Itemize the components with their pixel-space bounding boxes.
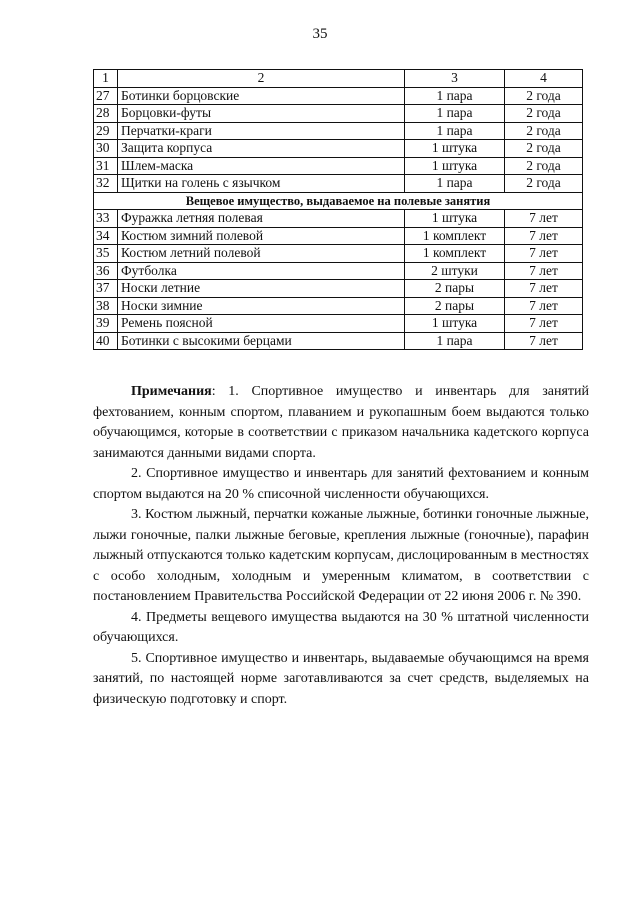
notes-section <box>93 382 589 710</box>
table-row <box>94 262 583 280</box>
note-1-text: : 1. Спортивное имущество и инвентарь для занятий фехтованием, конным спортом, плаванием и рукопашным боем выдаются только обучающимся, которые в соответствии с приказом начальника кадетского корпуса занимаются данными видами спорта. <box>93 384 589 461</box>
note-5: 5. Спортивное имущество и инвентарь, выдаваемые обучающимся на время занятий, по настоящей норме заготавливаются за счет средств, выделяемых на физическую подготовку и спорт. <box>93 650 589 707</box>
table-header-row <box>94 70 583 88</box>
table-row <box>94 227 583 245</box>
quantity-cell: 2 пары <box>405 297 505 315</box>
quantity-cell: 1 пара <box>405 332 505 350</box>
table-row <box>94 280 583 298</box>
quantity-cell: 1 пара <box>405 87 505 105</box>
wear-period-cell: 2 года <box>505 105 583 123</box>
wear-period-cell: 2 года <box>505 175 583 193</box>
row-number-cell: 30 <box>94 140 118 158</box>
row-number-cell: 40 <box>94 332 118 350</box>
quantity-cell: 1 штука <box>405 315 505 333</box>
table-row <box>94 122 583 140</box>
item-name-cell: Борцовки-футы <box>118 105 405 123</box>
row-number-cell: 33 <box>94 210 118 228</box>
table-row <box>94 332 583 350</box>
quantity-cell: 1 штука <box>405 157 505 175</box>
wear-period-cell: 7 лет <box>505 297 583 315</box>
table-row <box>94 210 583 228</box>
column-number-3: 3 <box>405 70 505 88</box>
quantity-cell: 1 комплект <box>405 245 505 263</box>
quantity-cell: 2 штуки <box>405 262 505 280</box>
note-2: 2. Спортивное имущество и инвентарь для занятий фехтованием и конным спортом выдаются на 20 % списочной численности обучающихся. <box>93 466 589 502</box>
table-row <box>94 87 583 105</box>
row-number-cell: 32 <box>94 175 118 193</box>
quantity-cell: 1 комплект <box>405 227 505 245</box>
item-name-cell: Ремень поясной <box>118 315 405 333</box>
row-number-cell: 34 <box>94 227 118 245</box>
wear-period-cell: 7 лет <box>505 210 583 228</box>
section-header-row <box>94 192 583 210</box>
wear-period-cell: 7 лет <box>505 280 583 298</box>
page-number: 35 <box>312 26 328 42</box>
item-name-cell: Щитки на голень с язычком <box>118 175 405 193</box>
table-row <box>94 157 583 175</box>
column-number-1: 1 <box>94 70 118 88</box>
quantity-cell: 1 пара <box>405 122 505 140</box>
norms-table-body <box>94 70 583 350</box>
section-title: Вещевое имущество, выдаваемое на полевые занятия <box>94 192 583 210</box>
table-row <box>94 175 583 193</box>
row-number-cell: 29 <box>94 122 118 140</box>
row-number-cell: 38 <box>94 297 118 315</box>
wear-period-cell: 7 лет <box>505 315 583 333</box>
item-name-cell: Шлем-маска <box>118 157 405 175</box>
column-number-2: 2 <box>118 70 405 88</box>
item-name-cell: Ботинки с высокими берцами <box>118 332 405 350</box>
item-name-cell: Ботинки борцовские <box>118 87 405 105</box>
wear-period-cell: 7 лет <box>505 262 583 280</box>
item-name-cell: Носки зимние <box>118 297 405 315</box>
row-number-cell: 37 <box>94 280 118 298</box>
wear-period-cell: 7 лет <box>505 227 583 245</box>
item-name-cell: Носки летние <box>118 280 405 298</box>
wear-period-cell: 2 года <box>505 122 583 140</box>
quantity-cell: 2 пары <box>405 280 505 298</box>
item-name-cell: Перчатки-краги <box>118 122 405 140</box>
quantity-cell: 1 штука <box>405 140 505 158</box>
wear-period-cell: 7 лет <box>505 245 583 263</box>
table-row <box>94 140 583 158</box>
row-number-cell: 27 <box>94 87 118 105</box>
quantity-cell: 1 пара <box>405 105 505 123</box>
item-name-cell: Защита корпуса <box>118 140 405 158</box>
notes-heading: Примечания <box>131 384 212 399</box>
item-name-cell: Фуражка летняя полевая <box>118 210 405 228</box>
wear-period-cell: 7 лет <box>505 332 583 350</box>
row-number-cell: 36 <box>94 262 118 280</box>
table-row <box>94 245 583 263</box>
table-row <box>94 105 583 123</box>
item-name-cell: Костюм летний полевой <box>118 245 405 263</box>
table-row <box>94 315 583 333</box>
wear-period-cell: 2 года <box>505 87 583 105</box>
quantity-cell: 1 пара <box>405 175 505 193</box>
note-4: 4. Предметы вещевого имущества выдаются на 30 % штатной численности обучающихся. <box>93 609 589 645</box>
row-number-cell: 35 <box>94 245 118 263</box>
note-3: 3. Костюм лыжный, перчатки кожаные лыжные, ботинки гоночные лыжные, лыжи гоночные, палки лыжные беговые, крепления лыжные (гоночные), парафин лыжный отпускаются только кадетским корпусам, дислоцированным в местностях с особо холодным, холодным и умеренным климатом, в соответствии с постановлением Правительства Российской Федерации от 22 июня 2006 г. № 390. <box>93 507 589 604</box>
row-number-cell: 31 <box>94 157 118 175</box>
item-name-cell: Футболка <box>118 262 405 280</box>
item-name-cell: Костюм зимний полевой <box>118 227 405 245</box>
wear-period-cell: 2 года <box>505 140 583 158</box>
quantity-cell: 1 штука <box>405 210 505 228</box>
note-1 <box>93 382 589 464</box>
row-number-cell: 28 <box>94 105 118 123</box>
wear-period-cell: 2 года <box>505 157 583 175</box>
row-number-cell: 39 <box>94 315 118 333</box>
norms-table <box>93 69 583 350</box>
table-row <box>94 297 583 315</box>
column-number-4: 4 <box>505 70 583 88</box>
